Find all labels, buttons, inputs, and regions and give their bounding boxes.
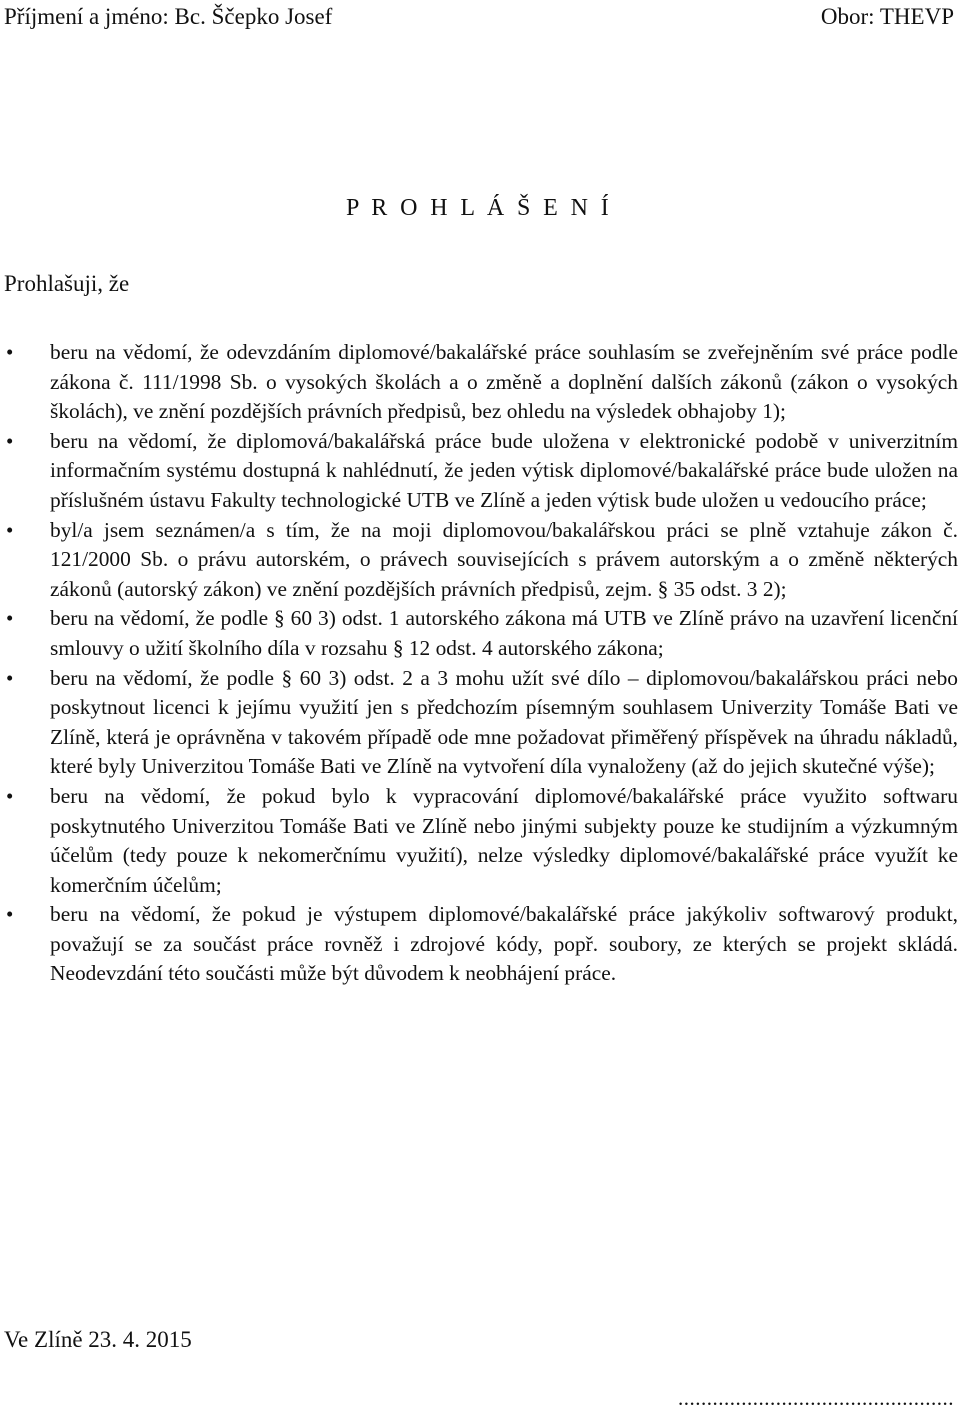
declaration-item-text: beru na vědomí, že podle § 60 3) odst. 2 a 3 mohu užít své dílo – diplomovou/bakalářskou práci nebo poskytnout licenci k jejímu využití jen s předchozím písemným souhlasem Univerzity Tomáše Bati ve Zlíně, která je oprávněna v takovém případě ode mne požadovat přiměřený příspěvek na úhradu nákladů, které byly Univerzitou Tomáše Bati ve Zlíně na vytvoření díla vynaloženy (až do jejich skutečné výše); bbox=[50, 665, 958, 779]
bullet-icon: • bbox=[6, 606, 14, 631]
intro-text: Prohlašuji, že bbox=[4, 271, 130, 296]
page-title: P R O H L Á Š E N Í bbox=[346, 195, 613, 221]
bullet-icon: • bbox=[6, 665, 14, 690]
student-name-line: Příjmení a jméno: Bc. Ščepko Josef bbox=[4, 4, 333, 29]
place-and-date: Ve Zlíně 23. 4. 2015 bbox=[4, 1327, 192, 1352]
declaration-item bbox=[6, 338, 958, 427]
declaration-item-text: beru na vědomí, že pokud je výstupem diplomové/bakalářské práce jakýkoliv softwarový produkt, považují se za součást práce rovněž i zdrojové kódy, popř. soubory, ze kterých se projekt skládá. Neodevzdání této součásti může být důvodem k neobhájení práce. bbox=[50, 902, 958, 986]
study-field-line: Obor: THEVP bbox=[820, 4, 954, 29]
bullet-icon: • bbox=[6, 340, 14, 364]
bullet-icon: • bbox=[6, 517, 14, 542]
bullet-icon: • bbox=[6, 902, 14, 927]
declaration-item-text: byl/a jsem seznámen/a s tím, že na moji diplomovou/bakalářskou práci se plně vztahuje zákon č. 121/2000 Sb. o právu autorském, o právech souvisejících s právem autorským a o změně některých zákonů (autorský zákon) ve znění pozdějších právních předpisů, zejm. § 35 odst. 3 2); bbox=[50, 517, 958, 601]
declaration-item-text: beru na vědomí, že podle § 60 3) odst. 1 autorského zákona má UTB ve Zlíně právo na uzavření licenční smlouvy o užití školního díla v rozsahu § 12 odst. 4 autorského zákona; bbox=[50, 606, 958, 660]
signature-line: ................................................ bbox=[678, 1386, 954, 1410]
declaration-item bbox=[6, 664, 958, 782]
declaration-item-text: beru na vědomí, že diplomová/bakalářská práce bude uložena v elektronické podobě v univerzitním informačním systému dostupná k nahlédnutí, že jeden výtisk diplomové/bakalářské práce bude uložen na příslušném ústavu Fakulty technologické UTB ve Zlíně a jeden výtisk bude uložen u vedoucího práce; bbox=[50, 428, 958, 512]
declaration-item bbox=[6, 427, 958, 516]
declaration-item bbox=[6, 516, 958, 605]
declaration-item-text: beru na vědomí, že odevzdáním diplomové/bakalářské práce souhlasím se zveřejněním své práce podle zákona č. 111/1998 Sb. o vysokých školách a o změně a doplnění dalších zákonů (zákon o vysokých školách), ve znění pozdějších právních předpisů, bez ohledu na výsledek obhajoby 1); bbox=[50, 340, 958, 424]
declaration-item bbox=[6, 900, 958, 989]
declaration-item-text: beru na vědomí, že pokud bylo k vypracování diplomové/bakalářské práce využito softwaru poskytnutého Univerzitou Tomáše Bati ve Zlíně nebo jinými subjekty pouze ke studijním a výzkumným účelům (tedy pouze k nekomerčnímu využití), nelze výsledky diplomové/bakalářské práce využít ke komerčním účelům; bbox=[50, 783, 958, 897]
declaration-item bbox=[6, 604, 958, 663]
declaration-item bbox=[6, 782, 958, 900]
bullet-icon: • bbox=[6, 783, 14, 808]
bullet-icon: • bbox=[6, 428, 14, 453]
declaration-list bbox=[6, 338, 958, 989]
